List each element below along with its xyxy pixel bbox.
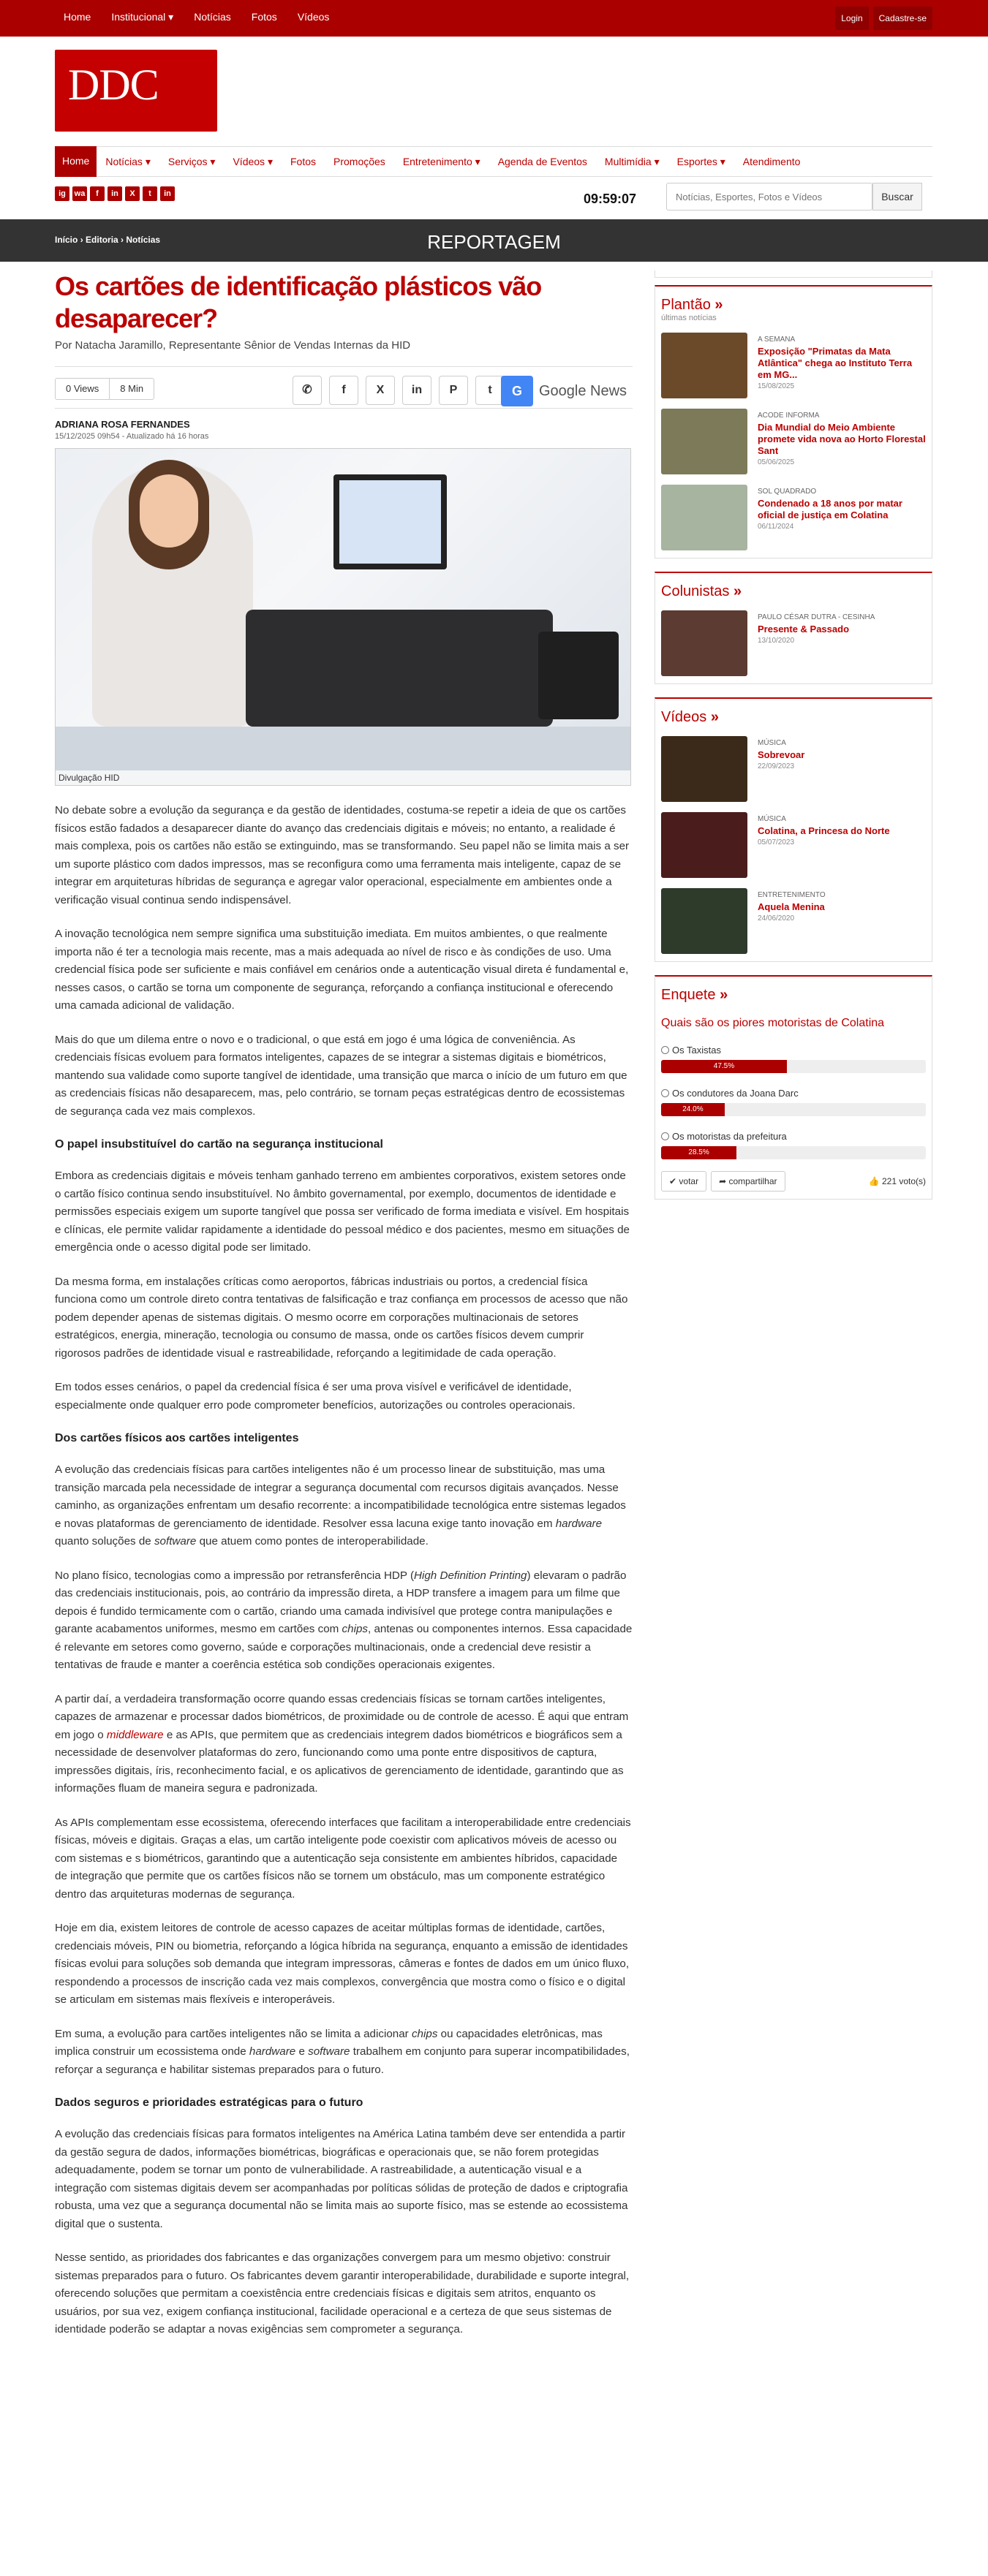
article-body <box>55 802 633 2339</box>
breadcrumb-sep-2: › <box>121 235 124 245</box>
photo-face <box>140 474 198 548</box>
paragraph: Mais do que um dilema entre o novo e o tradicional, o que está em jogo é uma lógica de conveniência. As credenciais físicas evoluem para formatos inteligentes, capazes de se integrar a sistemas digitais e biométricos, mantendo sua validade como suporte tangível de identidade, uma transição que marca o início de um futuro em que as credenciais físicas não desaparecem, mas, pelo contrário, se tornam peças estratégicas dentro de ecossistemas de segurança cada vez mais complexos. <box>55 1033 627 1118</box>
top-nav-fotos[interactable]: Fotos <box>251 11 277 23</box>
nav-multimidia[interactable]: Multimídia ▾ <box>604 155 660 167</box>
poll-bar-fill: 24.0% <box>661 1103 725 1116</box>
videos-thumbnail[interactable] <box>661 812 747 878</box>
videos-headline[interactable]: Aquela Menina <box>758 901 825 912</box>
paragraph: As APIs complementam esse ecossistema, oferecendo interfaces que facilitam a interoperabilidade entre credenciais físicas, móveis e digitais. Graças a elas, um cartão inteligente pode coexistir com aplicativos móveis de acesso ou com sistemas e s biométricos, garantindo que a autenticação seja consistente em ambientes híbridos, capacidade de integração que permite que os cartões físicos não se tornem um obstáculo, mas um componente estratégico dentro das arquiteturas modernas de segurança. <box>55 1816 631 1901</box>
poll-option[interactable] <box>661 1131 926 1159</box>
plantao-item[interactable] <box>661 409 926 474</box>
colunistas-title: Colunistas » <box>661 583 742 599</box>
facebook-share-icon[interactable]: f <box>329 376 358 405</box>
plantao-thumbnail[interactable] <box>661 485 747 550</box>
share-buttons <box>293 376 505 405</box>
top-nav <box>64 11 329 23</box>
google-news-label: Google News <box>539 382 627 399</box>
videos-tag: ENTRETENIMENTO <box>758 891 826 899</box>
nav-home[interactable]: Home <box>55 146 97 177</box>
tumblr-share-icon[interactable]: t <box>475 376 505 405</box>
paragraph: A inovação tecnológica nem sempre significa uma substituição imediata. Em muitos ambientes, o que realmente importa não é ter a tecnologia mais recente, mas a mais adequada ao nível de risco e às condições de uso. Uma credencial física pode ser suficiente e mais confiável em cenários onde a autenticação visual direta é fundamental e, nesses casos, o cartão se torna um componente de segurança, reforçando a confiança institucional e oferecendo uma camada adicional de validação. <box>55 928 629 1012</box>
poll-option[interactable] <box>661 1088 926 1116</box>
videos-headline[interactable]: Colatina, a Princesa do Norte <box>758 825 890 836</box>
breadcrumb <box>55 235 160 245</box>
nav-esportes[interactable]: Esportes ▾ <box>676 155 725 167</box>
views-count: 0 Views <box>56 379 110 399</box>
plantao-tag: ACODE INFORMA <box>758 412 820 420</box>
linkedin-icon[interactable]: in <box>108 186 122 201</box>
poll-question: Quais são os piores motoristas de Colatina <box>661 1017 885 1029</box>
plantao-item[interactable] <box>661 333 926 398</box>
colunistas-thumbnail[interactable] <box>661 610 747 676</box>
subheading: Dados seguros e prioridades estratégicas para o futuro <box>55 2096 363 2109</box>
photo-caption: Divulgação HID <box>56 770 630 785</box>
poll-option-label: Os Taxistas <box>672 1045 721 1056</box>
whatsapp-share-icon[interactable]: ✆ <box>293 376 322 405</box>
poll-bar <box>661 1103 926 1116</box>
videos-tag: MÚSICA <box>758 815 786 823</box>
plantao-thumbnail[interactable] <box>661 333 747 398</box>
paragraph: A partir daí, a verdadeira transformação ocorre quando essas credenciais físicas se tornam cartões inteligentes, capazes de armazenar e processar dados biométricos, de proximidade ou de controle de acesso. É aqui que entram em jogo o middleware e as APIs, que permitem que as credenciais integrem dados biométricos e biográficos sem a necessidade de desenvolver plataformas do zero, funcionando como uma ponte entre dispositivos de captura, impressões digitais, íris, reconhecimento facial, e os aplicativos de gerenciamento de identidade, garantindo que as informações fluam de maneira segura e padronizada. <box>55 1692 629 1795</box>
top-nav-home[interactable]: Home <box>64 11 91 23</box>
plantao-headline[interactable]: Exposição "Primatas da Mata Atlântica" chega ao Instituto Terra em MG... <box>758 346 913 380</box>
paragraph: Hoje em dia, existem leitores de controle de acesso capazes de aceitar múltiplas formas de identidade, cartões, credenciais móveis, PIN ou biometria, reforçando a lógica híbrida na segurança, enquanto a emissão de identidades físicas evolui para soluções sob demanda que integram impressoras, câmeras e fontes de dados em um único fluxo, respondendo a processos de inscrição cada vez mais complexos, convergência que mostra como o físico e o digital se articulam em sistemas mais flexíveis e interoperáveis. <box>55 1922 630 2006</box>
plantao-subtitle: últimas notícias <box>661 314 717 322</box>
poll-bar-fill: 47.5% <box>661 1060 787 1073</box>
poll-bar <box>661 1146 926 1159</box>
breadcrumb-sep: › <box>80 235 83 245</box>
middleware-link[interactable]: middleware <box>106 1728 164 1741</box>
top-nav-institucional[interactable]: Institucional ▾ <box>111 11 174 23</box>
nav-agenda[interactable]: Agenda de Eventos <box>497 156 587 167</box>
paragraph: A evolução das credenciais físicas para formatos inteligentes na América Latina também deve ser entendida a partir da gestão segura de dados, informações biométricas, biográficas e operacionais que, se não forem protegidas adequadamente, podem se tornar um ponto de vulnerabilidade. A rastreabilidade, a autenticação visual e a integração com sistemas digitais devem ser acompanhadas por políticas sólidas de proteção de dados e criptografia robusta, uma vez que a segurança documental não se limita mais ao suporte físico, mas se estende ao ecossistema digital que o sustenta. <box>55 2128 628 2230</box>
article <box>55 270 633 2339</box>
sidebar <box>655 270 932 1213</box>
top-nav-noticias[interactable]: Notícias <box>194 11 231 23</box>
videos-thumbnail[interactable] <box>661 736 747 802</box>
paragraph: No plano físico, tecnologias como a impressão por retransferência HDP (High Definition Printing) elevaram o padrão das credenciais institucionais, pois, ao contrário da impressão direta, a HDP transfere a imagem para um filme que depois é fundido termicamente com o cartão, criando uma camada indivisível que protege contra manipulações e garante acabamentos uniformes, mesmo em cartões com chips, antenas ou componentes internos. Essa capacidade é relevante em setores como governo, saúde e corporações multinacionais, onde a credencial deve resistir a tentativas de fraude e manter a coerência estética sob condições operacionais exigentes. <box>55 1569 633 1671</box>
plantao-item[interactable] <box>661 485 926 550</box>
colunistas-box <box>655 572 932 684</box>
plantao-tag: SOL QUADRADO <box>758 488 817 496</box>
colunistas-tag: PAULO CÉSAR DUTRA - CESINHA <box>758 613 875 621</box>
stats-pill <box>55 378 154 400</box>
plantao-box <box>655 285 932 558</box>
plantao-date: 06/11/2024 <box>758 523 794 531</box>
breadcrumb-page[interactable]: Notícias <box>126 235 161 245</box>
google-news-link[interactable] <box>501 376 627 406</box>
paragraph: Embora as credenciais digitais e móveis tenham ganhado terreno em ambientes corporativos, existem setores onde o cartão físico continua sendo insubstituível. No âmbito governamental, por exemplo, documentos de identidade e permissões especiais exigem um suporte tangível que possa ser verificado de forma imediata e visível. Em hospitais e clínicas, ele permite validar rapidamente a identidade do pessoal médico e dos pacientes, mesmo em situações de emergência onde o acesso digital pode ser limitado. <box>55 1170 630 1254</box>
facebook-icon[interactable]: f <box>90 186 105 201</box>
vote-button[interactable]: ✔ votar <box>661 1171 706 1192</box>
nav-fotos[interactable]: Fotos <box>290 156 316 167</box>
plantao-date: 05/06/2025 <box>758 458 795 466</box>
poll-footer <box>661 1171 926 1192</box>
videos-date: 24/06/2020 <box>758 914 795 923</box>
breadcrumb-section[interactable]: Editoria <box>86 235 118 245</box>
poll-option-label: Os motoristas da prefeitura <box>672 1131 787 1142</box>
top-nav-videos[interactable]: Vídeos <box>297 11 330 23</box>
article-subtitle: Por Natacha Jaramillo, Representante Sênior de Vendas Internas da HID <box>55 339 411 352</box>
x-icon[interactable]: X <box>125 186 140 201</box>
nav-videos[interactable]: Vídeos ▾ <box>233 155 273 167</box>
article-date: 15/12/2025 09h54 - Atualizado há 16 horas <box>55 432 209 441</box>
radio-icon[interactable] <box>661 1089 669 1097</box>
linkedin-share-icon[interactable]: in <box>402 376 431 405</box>
section-title: REPORTAGEM <box>427 231 561 253</box>
clock: 09:59:07 <box>584 192 637 206</box>
subheading: Dos cartões físicos aos cartões inteligentes <box>55 1432 299 1444</box>
signup-button[interactable]: Cadastre-se <box>873 7 932 30</box>
paragraph: Da mesma forma, em instalações críticas como aeroportos, fábricas industriais ou portos, a credencial física funciona como um controle direto contra tentativas de falsificação e traz confiança em processos de acesso que não podem depender apenas de sistemas digitais. O mesmo ocorre em corporações multinacionais de setores estratégicos, energia, mineração, tecnologia ou consumo de massa, onde os cartões físicos devem cumprir rigorosos padrões de identidade visual e rastreabilidade, reforçando a legitimidade de cada operação. <box>55 1275 628 1360</box>
logo-text: DDC <box>68 61 159 109</box>
x-share-icon[interactable]: X <box>366 376 395 405</box>
share-poll-button[interactable]: ➦ compartilhar <box>711 1171 785 1192</box>
enquete-box <box>655 975 932 1200</box>
plantao-thumbnail[interactable] <box>661 409 747 474</box>
article-title: Os cartões de identificação plásticos vão desaparecer? <box>55 271 542 333</box>
plantao-date: 15/08/2025 <box>758 382 795 390</box>
nav-noticias[interactable]: Notícias ▾ <box>105 155 151 167</box>
top-bar <box>0 0 988 37</box>
videos-title: Vídeos » <box>661 709 719 725</box>
plantao-title: Plantão » <box>661 297 723 313</box>
photo-printer <box>246 610 553 727</box>
whatsapp-icon[interactable]: wa <box>72 186 87 201</box>
enquete-title: Enquete » <box>661 987 728 1003</box>
search-button[interactable]: Buscar <box>872 183 922 211</box>
paragraph: Nesse sentido, as prioridades dos fabricantes e das organizações convergem para um mesmo objetivo: construir sistemas preparados para o futuro. Os fabricantes devem garantir interoperabilidade, durabilidade e suporte integral, oferecendo soluções que permitam a coexistência entre credenciais físicas e digitais sem atritos, enquanto os usuários, por sua vez, exigem confiança institucional, facilidade operacional e a certeza de que seus sistemas de identidade poderão se adaptar a novas exigências sem comprometer a segurança. <box>55 2251 630 2336</box>
colunistas-item[interactable] <box>661 610 926 676</box>
main-nav <box>55 146 932 177</box>
plantao-tag: A SEMANA <box>758 336 796 344</box>
colunistas-date: 13/10/2020 <box>758 637 795 645</box>
radio-icon[interactable] <box>661 1046 669 1054</box>
vote-count: 👍 221 voto(s) <box>868 1176 926 1186</box>
paragraph: No debate sobre a evolução da segurança e da gestão de identidades, costuma-se repetir a ideia de que os cartões físicos estão fadados a desaparecer diante do avanço das credenciais digitais e móveis; no entanto, a realidade é mais complexa, pois os cartões não estão se extinguindo, mas se transformando. Seu papel não se limita mais a ser um suporte plástico com dados impressos, mas se reconfigura como uma ferramenta mais inteligente, capaz de se integrar em arquiteturas híbridas de segurança e agregar valor operacional, especialmente em ambientes onde a verificação visual continua sendo indispensável. <box>55 804 630 906</box>
search-input[interactable] <box>666 183 872 211</box>
article-photo <box>55 448 631 786</box>
author-name: ADRIANA ROSA FERNANDES <box>55 419 190 430</box>
videos-box <box>655 697 932 962</box>
poll-option-label: Os condutores da Joana Darc <box>672 1088 799 1099</box>
paragraph: A evolução das credenciais físicas para cartões inteligentes não é um processo linear de substituição, mas uma transição marcada pela necessidade de integrar a segurança documental com recursos digitais avançados. Nesse caminho, as organizações enfrentam um desafio recorrente: a incompatibilidade tecnológica entre sistemas legados e novas plataformas de gerenciamento de identidade. Resolver essa lacuna exige tanto inovação em hardware quanto soluções de software que atuem como pontes de interoperabilidade. <box>55 1463 626 1548</box>
paragraph: Em todos esses cenários, o papel da credencial física é ser uma prova visível e verificável de identidade, especialmente onde qualquer erro pode comprometer benefícios, autorizações ou controles operacionais. <box>55 1381 576 1412</box>
sidebar-spacer <box>655 270 932 278</box>
instagram-icon[interactable]: ig <box>55 186 69 201</box>
nav-promocoes[interactable]: Promoções <box>333 156 385 167</box>
videos-item[interactable] <box>661 888 926 954</box>
videos-headline[interactable]: Sobrevoar <box>758 749 805 760</box>
photo-printer-module <box>538 632 619 719</box>
poll-option[interactable] <box>661 1045 926 1073</box>
videos-date: 22/09/2023 <box>758 762 795 770</box>
nav-servicos[interactable]: Serviços ▾ <box>167 155 216 167</box>
videos-thumbnail[interactable] <box>661 888 747 954</box>
videos-item[interactable] <box>661 736 926 802</box>
login-button[interactable]: Login <box>835 7 868 30</box>
poll-bar-fill: 28.5% <box>661 1146 736 1159</box>
plantao-headline[interactable]: Condenado a 18 anos por matar oficial de justiça em Colatina <box>758 498 902 520</box>
social-links <box>55 186 175 201</box>
nav-entretenimento[interactable]: Entretenimento ▾ <box>402 155 480 167</box>
linkedin-icon-2[interactable]: in <box>160 186 175 201</box>
tumblr-icon[interactable]: t <box>143 186 157 201</box>
site-logo[interactable] <box>55 50 217 132</box>
paragraph: Em suma, a evolução para cartões inteligentes não se limita a adicionar chips ou capacidades eletrônicas, mas implica construir um ecossistema onde hardware e software trabalhem em conjunto para superar incompatibilidades, reforçar a segurança e habilitar sistemas preparados para o futuro. <box>55 2027 630 2076</box>
plantao-headline[interactable]: Dia Mundial do Meio Ambiente promete vida nova ao Horto Florestal Sant <box>758 422 926 456</box>
videos-item[interactable] <box>661 812 926 878</box>
radio-icon[interactable] <box>661 1132 669 1140</box>
nav-atendimento[interactable]: Atendimento <box>742 156 801 167</box>
subheading: O papel insubstituível do cartão na segurança institucional <box>55 1138 383 1151</box>
videos-date: 05/07/2023 <box>758 838 795 846</box>
videos-tag: MÚSICA <box>758 739 786 747</box>
poll-bar <box>661 1060 926 1073</box>
google-news-icon: G <box>501 376 533 406</box>
colunistas-headline[interactable]: Presente & Passado <box>758 624 850 634</box>
article-meta <box>55 366 633 409</box>
pinterest-share-icon[interactable]: P <box>439 376 468 405</box>
photo-monitor <box>333 474 447 569</box>
read-time: 8 Min <box>120 383 144 394</box>
breadcrumb-home[interactable]: Início <box>55 235 78 245</box>
